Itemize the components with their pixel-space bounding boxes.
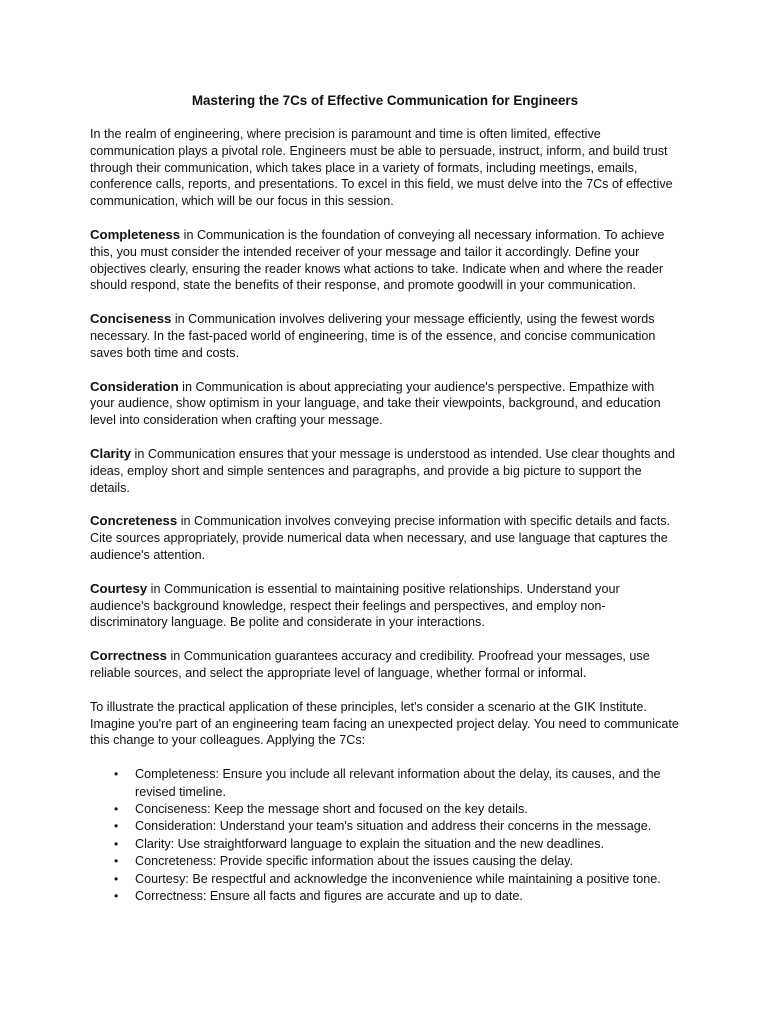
list-item-text: Conciseness: Keep the message short and focused on the key details. [135, 801, 528, 816]
list-item [114, 766, 680, 801]
list-item-text: Completeness: Ensure you include all relevant information about the delay, its causes, and the revised timeline. [135, 767, 661, 799]
bullet-icon: • [114, 801, 119, 816]
term-courtesy: Courtesy [90, 580, 148, 596]
section-correctness [90, 648, 680, 682]
section-conciseness [90, 311, 680, 361]
list-item [114, 818, 680, 835]
scenario-paragraph: To illustrate the practical application of these principles, let's consider a scenario at the GIK Institute. Imagine you're part of an engineering team facing an unexpected project delay. You need to communicate this change to your colleagues. Applying the 7Cs: [90, 699, 679, 748]
bullet-icon: • [114, 871, 119, 886]
section-clarity-text: in Communication ensures that your message is understood as intended. Use clear thoughts and ideas, employ short and simple sentences and paragraphs, and provide a big picture to support the details. [90, 446, 675, 495]
term-clarity: Clarity [90, 445, 132, 461]
intro-paragraph: In the realm of engineering, where precision is paramount and time is often limited, effective communication plays a pivotal role. Engineers must be able to persuade, instruct, inform, and build trust through their communication, which takes place in a variety of formats, including meetings, emails, conference calls, reports, and presentations. To excel in this field, we must delve into the 7Cs of effective communication, which will be our focus in this session. [90, 127, 673, 209]
term-completeness: Completeness [90, 226, 181, 242]
section-courtesy-text: in Communication is essential to maintaining positive relationships. Understand your audience's background knowledge, respect their feelings and perspectives, and employ non-discriminatory language. Be polite and considerate in your interactions. [90, 581, 620, 630]
term-conciseness: Conciseness [90, 311, 172, 327]
list-item-text: Concreteness: Provide specific information about the issues causing the delay. [135, 854, 573, 869]
term-concreteness: Concreteness [90, 513, 178, 529]
list-item-text: Consideration: Understand your team's situation and address their concerns in the message. [135, 819, 652, 834]
section-correctness-text: in Communication guarantees accuracy and credibility. Proofread your messages, use reliable sources, and select the appropriate level of language, whether formal or informal. [90, 649, 650, 680]
term-correctness: Correctness [90, 648, 167, 664]
term-consideration: Consideration [90, 378, 179, 394]
section-clarity [90, 446, 680, 496]
section-conciseness-text: in Communication involves delivering your message efficiently, using the fewest words necessary. In the fast-paced world of engineering, time is of the essence, and concise communication saves both time and costs. [90, 312, 656, 360]
section-completeness-text: in Communication is the foundation of conveying all necessary information. To achieve this, you must consider the intended receiver of your message and tailor it accordingly. Define your objectives clearly, ensuring the reader knows what actions to take. Indicate when and where the reader should respond, state the benefits of their response, and promote goodwill in your communication. [90, 227, 665, 293]
bullet-icon: • [114, 767, 119, 782]
bullet-icon: • [114, 836, 119, 851]
section-completeness [90, 227, 680, 294]
bullet-icon: • [114, 888, 119, 903]
list-item [114, 801, 680, 818]
section-consideration [90, 379, 680, 429]
list-item [114, 836, 680, 853]
document-title: Mastering the 7Cs of Effective Communication for Engineers [191, 93, 579, 108]
section-concreteness [90, 513, 680, 563]
bullet-icon: • [114, 819, 119, 834]
list-item [114, 888, 680, 905]
list-item [114, 871, 680, 888]
list-item-text: Clarity: Use straightforward language to explain the situation and the new deadlines. [135, 836, 605, 851]
section-concreteness-text: in Communication involves conveying precise information with specific details and facts. Cite sources appropriately, provide numerical data when necessary, and use language that captures the audience's attention. [90, 514, 671, 562]
section-courtesy [90, 581, 680, 631]
bullet-list [90, 766, 680, 905]
list-item-text: Correctness: Ensure all facts and figures are accurate and up to date. [135, 888, 523, 903]
list-item-text: Courtesy: Be respectful and acknowledge the inconvenience while maintaining a positive tone. [135, 871, 661, 886]
section-consideration-text: in Communication is about appreciating your audience's perspective. Empathize with your audience, show optimism in your language, and take their viewpoints, background, and education level into consideration when crafting your message. [90, 379, 661, 428]
bullet-icon: • [114, 854, 119, 869]
list-item [114, 853, 680, 870]
